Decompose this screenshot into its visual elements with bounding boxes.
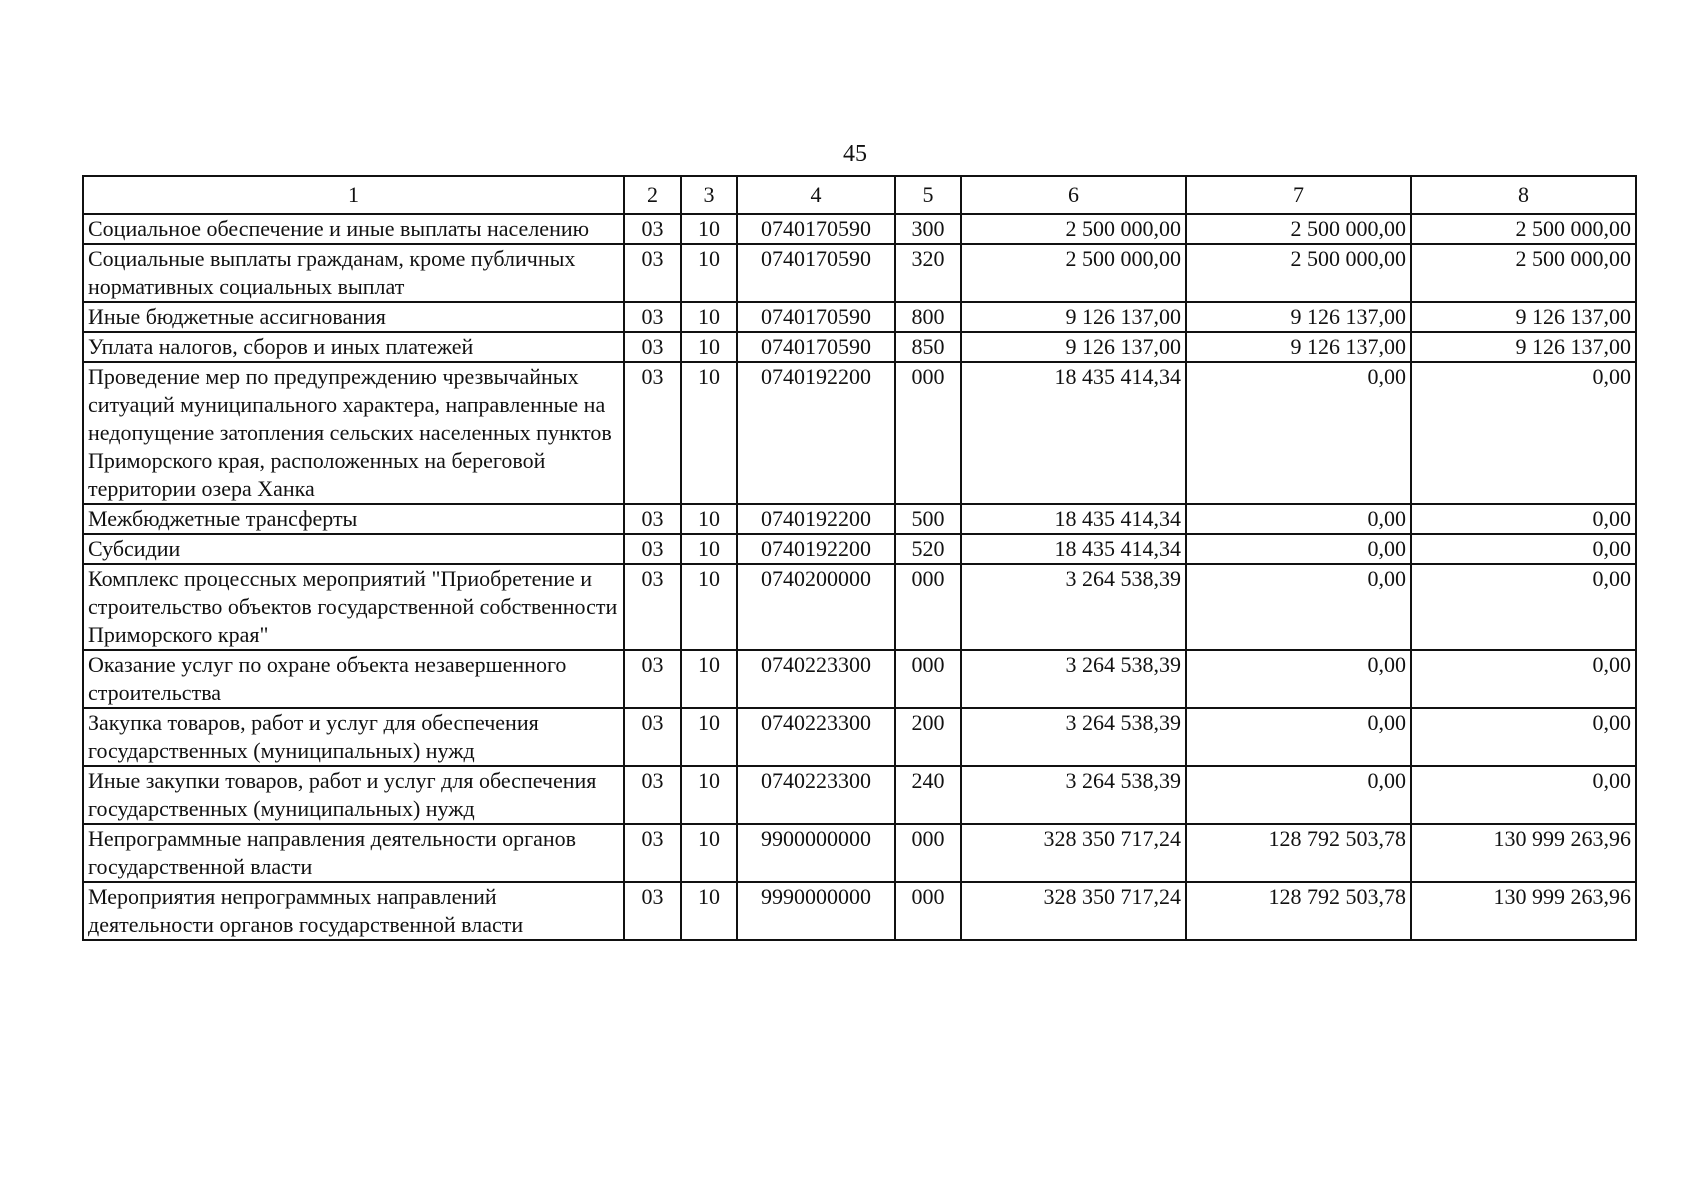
expense-type-code: 200 [895,708,961,766]
section-code: 03 [624,244,681,302]
section-code: 03 [624,824,681,882]
row-name: Непрограммные направления деятельности органов государственной власти [83,824,624,882]
amount-col8: 2 500 000,00 [1411,214,1636,244]
amount-col6: 2 500 000,00 [961,214,1186,244]
target-article-code: 0740170590 [737,244,895,302]
row-name: Социальное обеспечение и иные выплаты населению [83,214,624,244]
amount-col8: 0,00 [1411,708,1636,766]
amount-col7: 128 792 503,78 [1186,824,1411,882]
amount-col6: 18 435 414,34 [961,504,1186,534]
expense-type-code: 850 [895,332,961,362]
target-article-code: 0740170590 [737,214,895,244]
expense-type-code: 000 [895,362,961,504]
amount-col8: 0,00 [1411,650,1636,708]
column-header: 3 [681,176,737,214]
subsection-code: 10 [681,766,737,824]
table-row [83,534,1636,564]
expense-type-code: 240 [895,766,961,824]
expense-type-code: 520 [895,534,961,564]
target-article-code: 0740223300 [737,708,895,766]
expense-type-code: 000 [895,824,961,882]
expense-type-code: 320 [895,244,961,302]
table-row [83,302,1636,332]
amount-col6: 3 264 538,39 [961,708,1186,766]
row-name: Закупка товаров, работ и услуг для обеспечения государственных (муниципальных) нужд [83,708,624,766]
row-name: Социальные выплаты гражданам, кроме публичных нормативных социальных выплат [83,244,624,302]
amount-col8: 2 500 000,00 [1411,244,1636,302]
amount-col7: 0,00 [1186,504,1411,534]
budget-table [82,175,1637,941]
section-code: 03 [624,708,681,766]
target-article-code: 0740200000 [737,564,895,650]
page-number: 45 [843,141,867,167]
amount-col8: 0,00 [1411,534,1636,564]
subsection-code: 10 [681,362,737,504]
row-name: Мероприятия непрограммных направлений деятельности органов государственной власти [83,882,624,940]
target-article-code: 9990000000 [737,882,895,940]
amount-col8: 0,00 [1411,504,1636,534]
amount-col8: 130 999 263,96 [1411,882,1636,940]
table-row [83,244,1636,302]
table-row [83,504,1636,534]
subsection-code: 10 [681,564,737,650]
amount-col7: 0,00 [1186,564,1411,650]
amount-col7: 2 500 000,00 [1186,244,1411,302]
amount-col8: 9 126 137,00 [1411,302,1636,332]
amount-col6: 3 264 538,39 [961,564,1186,650]
table-row [83,214,1636,244]
row-name: Проведение мер по предупреждению чрезвычайных ситуаций муниципального характера, направленные на недопущение затопления сельских населенных пунктов Приморского края, расположенных на береговой территории озера Ханка [83,362,624,504]
amount-col8: 9 126 137,00 [1411,332,1636,362]
amount-col7: 0,00 [1186,650,1411,708]
amount-col6: 18 435 414,34 [961,362,1186,504]
column-header: 8 [1411,176,1636,214]
amount-col6: 328 350 717,24 [961,882,1186,940]
amount-col7: 128 792 503,78 [1186,882,1411,940]
row-name: Иные бюджетные ассигнования [83,302,624,332]
table-row [83,824,1636,882]
expense-type-code: 000 [895,882,961,940]
target-article-code: 0740223300 [737,766,895,824]
amount-col7: 9 126 137,00 [1186,302,1411,332]
expense-type-code: 000 [895,564,961,650]
section-code: 03 [624,534,681,564]
target-article-code: 0740192200 [737,362,895,504]
expense-type-code: 300 [895,214,961,244]
target-article-code: 0740223300 [737,650,895,708]
amount-col6: 18 435 414,34 [961,534,1186,564]
amount-col7: 0,00 [1186,766,1411,824]
target-article-code: 0740170590 [737,332,895,362]
table-row [83,564,1636,650]
table-row [83,882,1636,940]
amount-col7: 0,00 [1186,708,1411,766]
section-code: 03 [624,882,681,940]
amount-col8: 130 999 263,96 [1411,824,1636,882]
subsection-code: 10 [681,302,737,332]
section-code: 03 [624,766,681,824]
section-code: 03 [624,504,681,534]
amount-col8: 0,00 [1411,362,1636,504]
amount-col6: 9 126 137,00 [961,332,1186,362]
amount-col6: 2 500 000,00 [961,244,1186,302]
subsection-code: 10 [681,504,737,534]
table-row [83,766,1636,824]
subsection-code: 10 [681,708,737,766]
row-name: Комплекс процессных мероприятий "Приобретение и строительство объектов государственной собственности Приморского края" [83,564,624,650]
column-header: 1 [83,176,624,214]
amount-col7: 2 500 000,00 [1186,214,1411,244]
column-header: 6 [961,176,1186,214]
amount-col7: 0,00 [1186,534,1411,564]
header-row [83,176,1636,214]
target-article-code: 0740192200 [737,504,895,534]
row-name: Оказание услуг по охране объекта незавершенного строительства [83,650,624,708]
section-code: 03 [624,302,681,332]
column-header: 2 [624,176,681,214]
expense-type-code: 000 [895,650,961,708]
amount-col7: 9 126 137,00 [1186,332,1411,362]
subsection-code: 10 [681,882,737,940]
table-row [83,708,1636,766]
amount-col8: 0,00 [1411,766,1636,824]
amount-col7: 0,00 [1186,362,1411,504]
row-name: Уплата налогов, сборов и иных платежей [83,332,624,362]
table-row [83,650,1636,708]
section-code: 03 [624,362,681,504]
column-header: 7 [1186,176,1411,214]
amount-col8: 0,00 [1411,564,1636,650]
subsection-code: 10 [681,332,737,362]
amount-col6: 328 350 717,24 [961,824,1186,882]
subsection-code: 10 [681,214,737,244]
expense-type-code: 500 [895,504,961,534]
row-name: Межбюджетные трансферты [83,504,624,534]
amount-col6: 3 264 538,39 [961,766,1186,824]
expense-type-code: 800 [895,302,961,332]
table-row [83,362,1636,504]
subsection-code: 10 [681,650,737,708]
table-row [83,332,1636,362]
section-code: 03 [624,332,681,362]
target-article-code: 9900000000 [737,824,895,882]
subsection-code: 10 [681,244,737,302]
target-article-code: 0740192200 [737,534,895,564]
column-header: 5 [895,176,961,214]
row-name: Иные закупки товаров, работ и услуг для обеспечения государственных (муниципальных) нужд [83,766,624,824]
subsection-code: 10 [681,534,737,564]
amount-col6: 3 264 538,39 [961,650,1186,708]
section-code: 03 [624,650,681,708]
target-article-code: 0740170590 [737,302,895,332]
column-header: 4 [737,176,895,214]
section-code: 03 [624,564,681,650]
row-name: Субсидии [83,534,624,564]
section-code: 03 [624,214,681,244]
subsection-code: 10 [681,824,737,882]
amount-col6: 9 126 137,00 [961,302,1186,332]
